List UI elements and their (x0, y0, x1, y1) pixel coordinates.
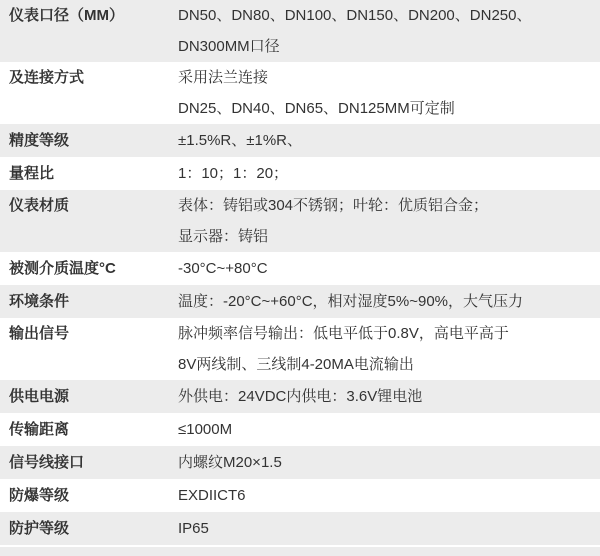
table-row (0, 413, 600, 446)
table-row (0, 157, 600, 190)
spec-value-line: 内螺纹M20×1.5 (178, 454, 282, 471)
spec-value-line: DN25、DN40、DN65、DN125MM可定制 (178, 100, 455, 117)
spec-value-line: 采用法兰连接 (178, 69, 269, 86)
spec-label: 量程比 (9, 165, 55, 182)
spec-value (178, 512, 600, 545)
spec-value (178, 190, 600, 252)
spec-value-line: 表体：铸铝或304不锈钢；叶轮：优质铝合金； (178, 197, 489, 214)
spec-value (178, 413, 600, 446)
spec-value (178, 0, 600, 62)
spec-value-line: 显示器：铸铝 (178, 228, 269, 245)
spec-value-line: -30°C~+80°C (178, 260, 268, 277)
table-row (0, 318, 600, 380)
spec-value (178, 62, 600, 124)
spec-value (178, 446, 600, 479)
spec-label: 仪表口径（MM） (9, 7, 124, 24)
next-row-sliver (0, 547, 600, 556)
table-row (0, 512, 600, 545)
spec-value (178, 479, 600, 512)
spec-label: 输出信号 (9, 325, 70, 342)
spec-value-line: DN300MM口径 (178, 38, 280, 55)
spec-value-line: 1：10；1：20； (178, 165, 289, 182)
spec-value-line: 8V两线制、三线制4-20MA电流输出 (178, 356, 414, 373)
spec-label: 传输距离 (9, 421, 70, 438)
spec-value-line: EXDIICT6 (178, 487, 246, 504)
spec-label: 防爆等级 (9, 487, 70, 504)
spec-value-line: 温度：-20°C~+60°C，相对湿度5%~90%，大气压力 (178, 293, 524, 310)
spec-value-line: ≤1000M (178, 421, 233, 438)
spec-label: 及连接方式 (9, 69, 85, 86)
spec-label: 防护等级 (9, 520, 70, 537)
spec-value-line: 外供电：24VDC内供电：3.6V锂电池 (178, 388, 423, 405)
table-row (0, 479, 600, 512)
spec-value (178, 252, 600, 285)
table-row (0, 190, 600, 252)
table-row (0, 0, 600, 62)
spec-label: 仪表材质 (9, 197, 70, 214)
spec-value-line: DN50、DN80、DN100、DN150、DN200、DN250、 (178, 7, 532, 24)
spec-value (178, 124, 600, 157)
spec-label: 供电电源 (9, 388, 70, 405)
spec-label: 信号线接口 (9, 454, 85, 471)
spec-label: 环境条件 (9, 293, 70, 310)
spec-label: 精度等级 (9, 132, 70, 149)
table-row (0, 124, 600, 157)
spec-value (178, 318, 600, 380)
spec-value (178, 380, 600, 413)
spec-label: 被测介质温度°C (9, 260, 116, 277)
table-row (0, 62, 600, 124)
spec-value-line: 脉冲频率信号输出：低电平低于0.8V，高电平高于 (178, 325, 509, 342)
table-row (0, 380, 600, 413)
spec-value (178, 157, 600, 190)
spec-value (178, 285, 600, 318)
table-row (0, 252, 600, 285)
table-row (0, 446, 600, 479)
table-row (0, 285, 600, 318)
spec-value-line: IP65 (178, 520, 209, 537)
spec-value-line: ±1.5%R、±1%R、 (178, 132, 302, 149)
